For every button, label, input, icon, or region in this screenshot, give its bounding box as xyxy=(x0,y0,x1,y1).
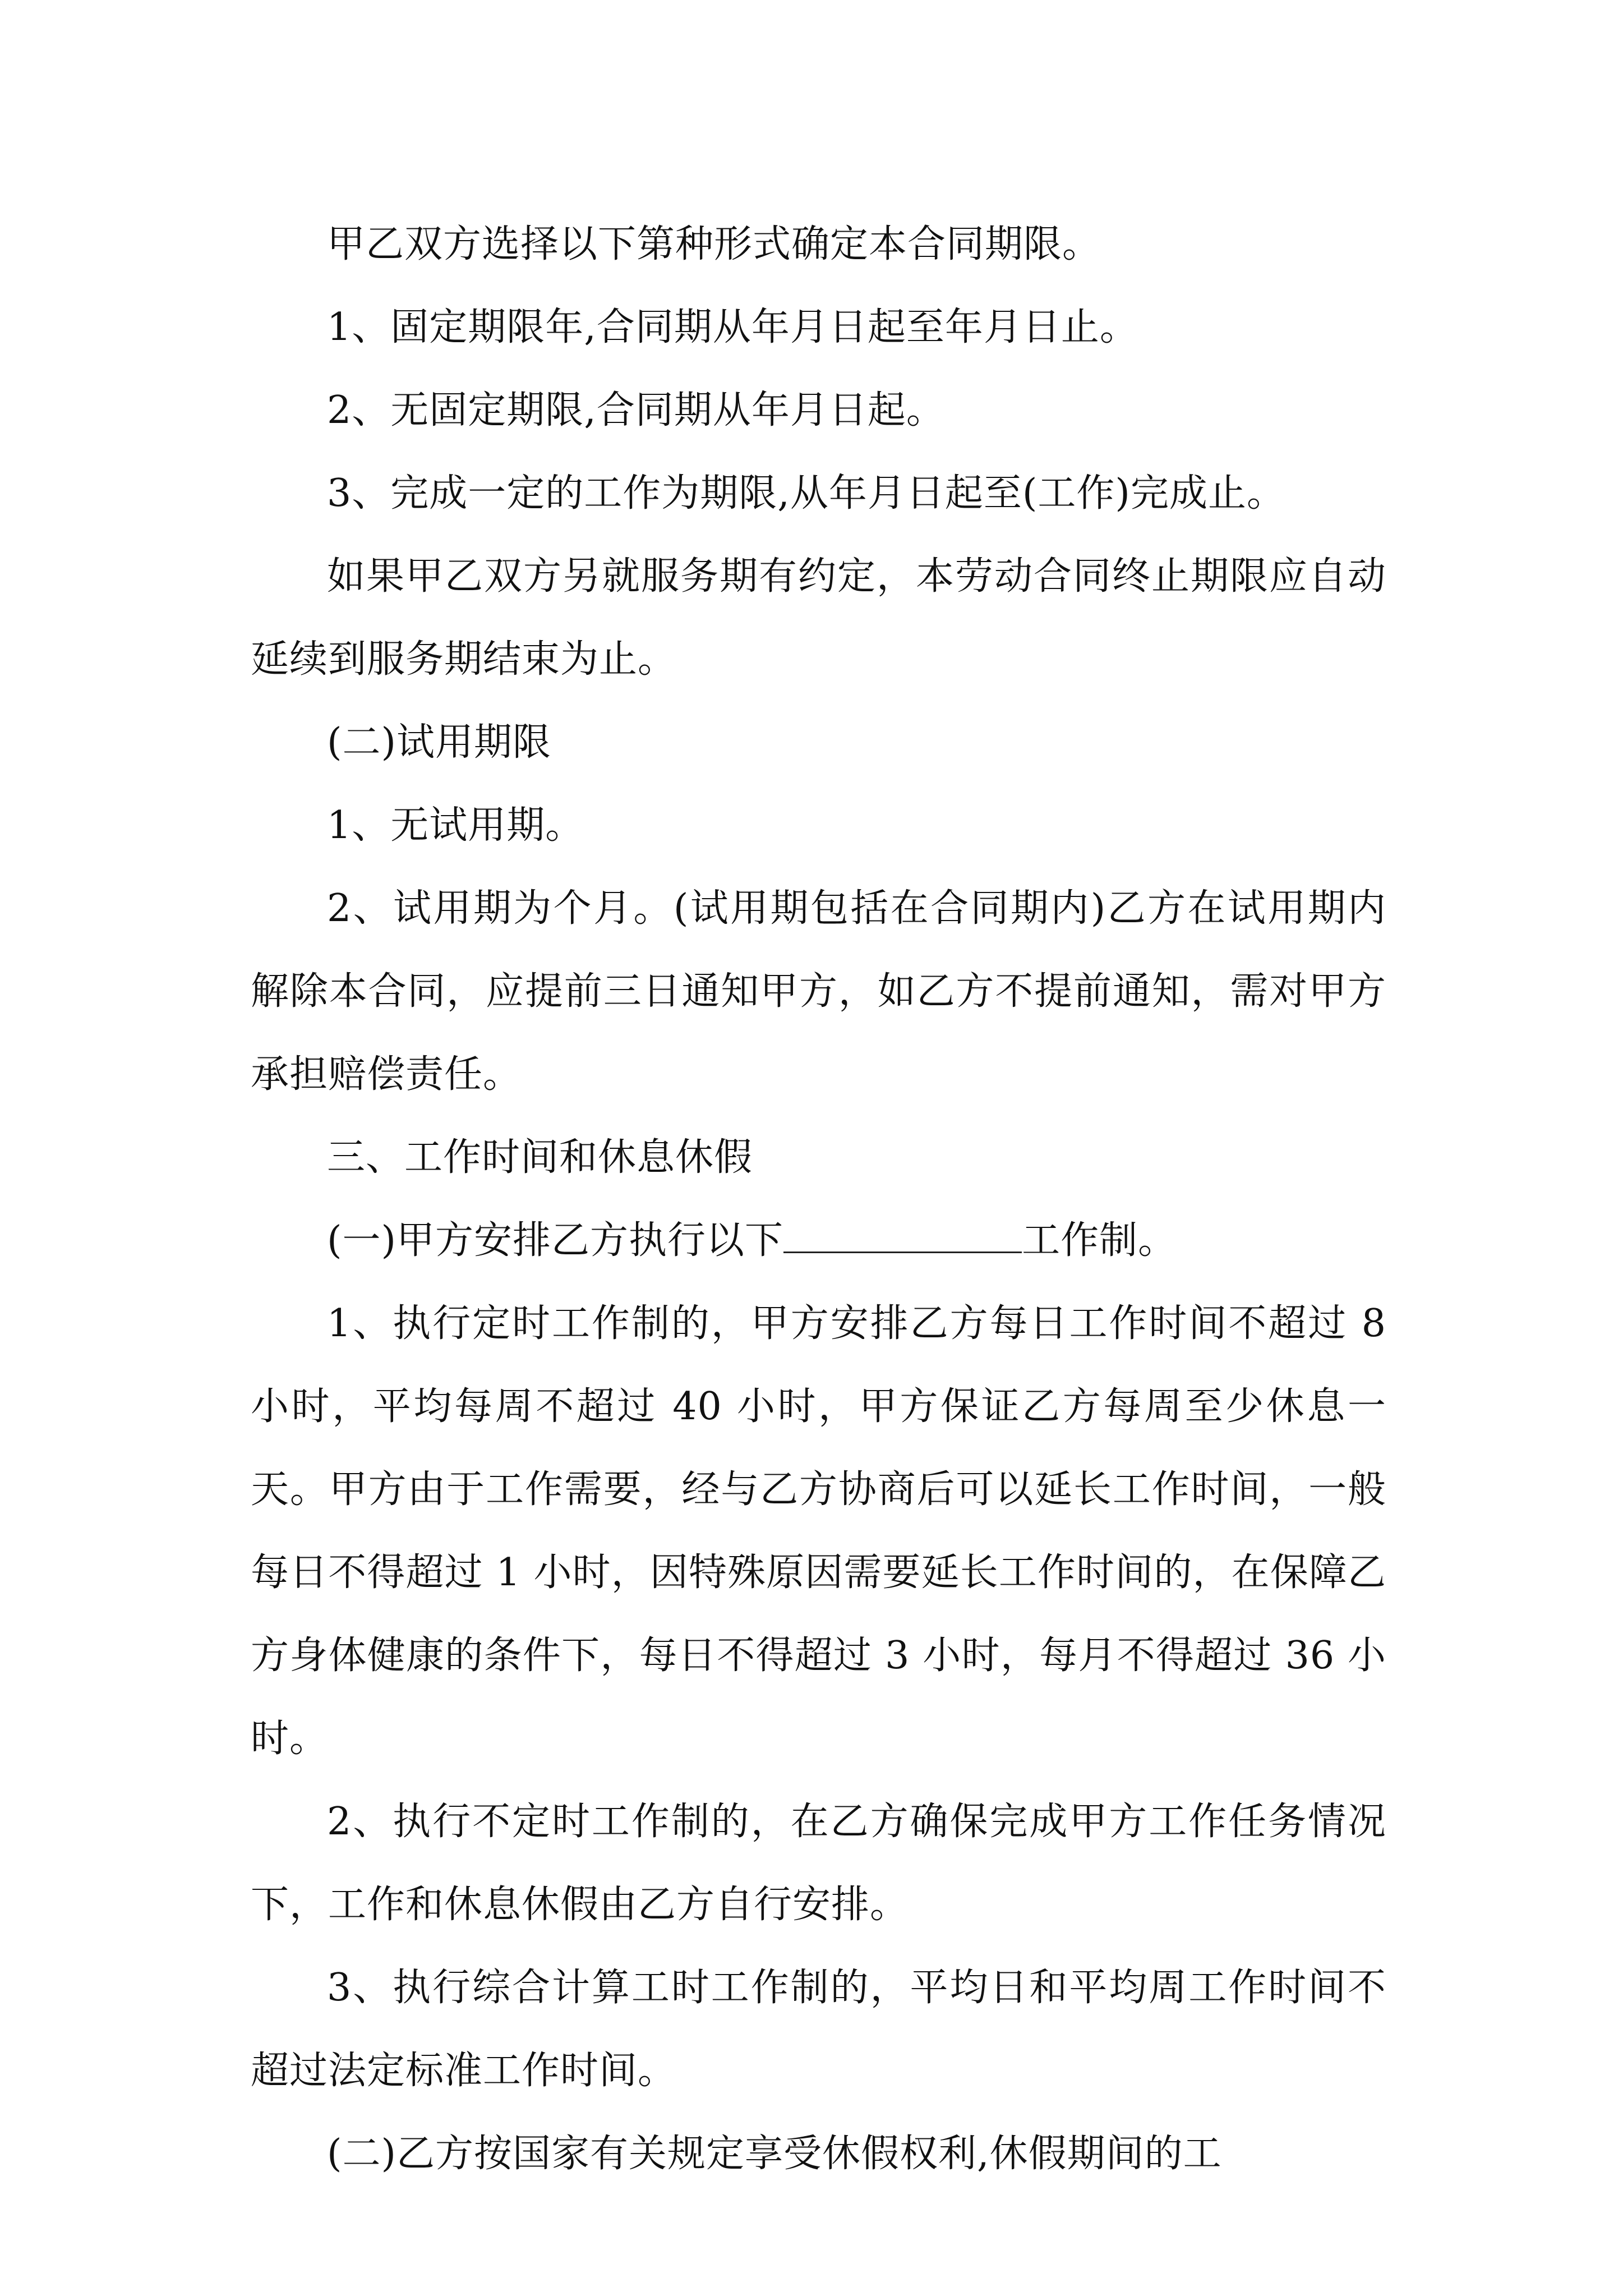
paragraph-comprehensive-hours: 3、执行综合计算工时工作制的，平均日和平均周工作时间不超过法定标准工作时间。 xyxy=(251,1966,1386,2093)
paragraph-standard-hours: 1、执行定时工作制的，甲方安排乙方每日工作时间不超过 8 小时，平均每周不超过 40 小时，甲方保证乙方每周至少休息一天。甲方由于工作需要，经与乙方协商后可以延长工作时间，一般每日不得超过 1 小时，因特殊原因需要延长工作时间的，在保障乙方身体健康的条件下，每日不得超过 3 小时，每月不得超过 36 小时。 xyxy=(251,1301,1386,1761)
heading-probation: (二)试用期限 xyxy=(327,720,552,765)
paragraph-probation-months: 2、试用期为个月。(试用期包括在合同期内)乙方在试用期内解除本合同，应提前三日通知甲方，如乙方不提前通知，需对甲方承担赔偿责任。 xyxy=(251,886,1386,1097)
paragraph-no-probation: 1、无试用期。 xyxy=(327,803,584,848)
paragraph-leave-rights: (二)乙方按国家有关规定享受休假权利,休假期间的工 xyxy=(327,2132,1222,2176)
work-system-text-before: (一)甲方安排乙方执行以下 xyxy=(327,1218,784,1263)
heading-work-hours: 三、工作时间和休息休假 xyxy=(327,1135,753,1180)
paragraph-service-period: 如果甲乙双方另就服务期有约定，本劳动合同终止期限应自动延续到服务期结束为止。 xyxy=(251,554,1386,682)
paragraph-flexible-hours: 2、执行不定时工作制的，在乙方确保完成甲方工作任务情况下，工作和休息休假由乙方自行安排。 xyxy=(251,1800,1386,1927)
work-system-text-after: 工作制。 xyxy=(1022,1218,1177,1263)
document-body xyxy=(251,203,1386,2196)
paragraph-fixed-term: 1、固定期限年,合同期从年月日起至年月日止。 xyxy=(327,305,1138,349)
paragraph-task-term: 3、完成一定的工作为期限,从年月日起至(工作)完成止。 xyxy=(327,471,1285,516)
work-system-blank xyxy=(783,1215,1022,1253)
paragraph-term-choice: 甲乙双方选择以下第种形式确定本合同期限。 xyxy=(327,222,1101,266)
paragraph-open-term: 2、无固定期限,合同期从年月日起。 xyxy=(327,388,945,432)
paragraph-work-system xyxy=(251,1199,1386,1282)
